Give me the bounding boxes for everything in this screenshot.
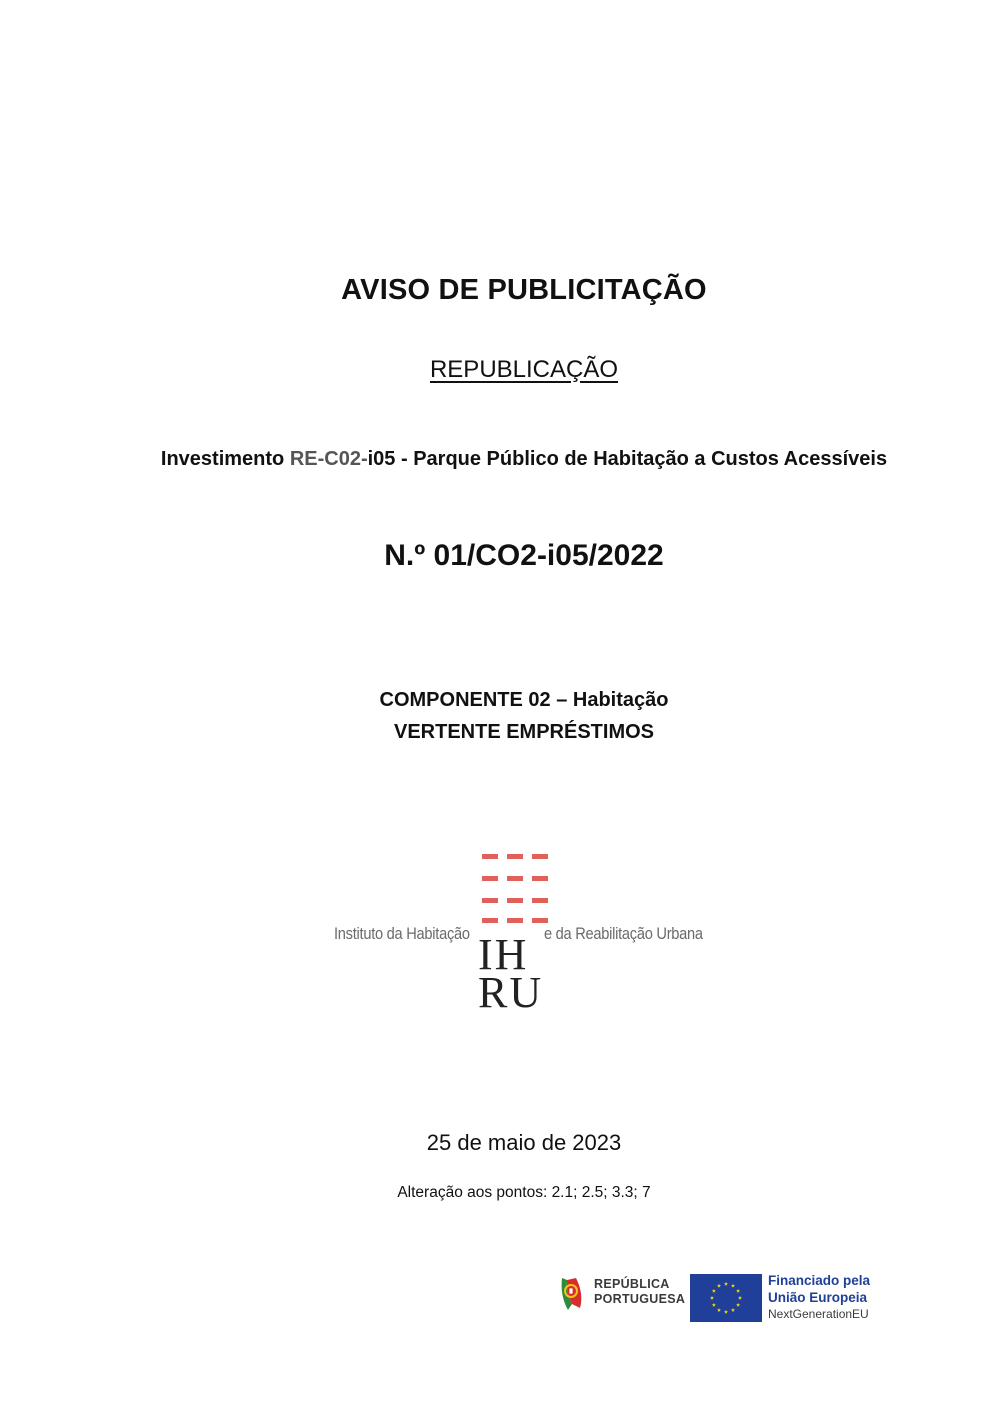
eu-funding-text bbox=[768, 1272, 908, 1323]
eu-star-icon bbox=[736, 1289, 740, 1293]
ihru-logo-letters-bottom: RU bbox=[478, 968, 544, 1017]
investment-suffix: i05 - Parque Público de Habitação a Custos Acessíveis bbox=[367, 448, 888, 470]
investment-code: RE-C02- bbox=[289, 448, 368, 470]
eu-star-icon bbox=[712, 1289, 716, 1293]
portuguese-emblem-icon bbox=[558, 1274, 588, 1314]
document-subtitle: REPUBLICAÇÃO bbox=[429, 356, 619, 383]
eu-flag-icon bbox=[690, 1274, 762, 1322]
eu-line-1: Financiado pela bbox=[768, 1273, 871, 1288]
document-title: AVISO DE PUBLICITAÇÃO bbox=[341, 274, 707, 306]
component-block bbox=[24, 684, 1000, 748]
eu-line-3: NextGenerationEU bbox=[768, 1307, 869, 1321]
investment-prefix: Investimento bbox=[160, 448, 290, 470]
eu-star-icon bbox=[717, 1308, 721, 1312]
ihru-logo-left-text: Instituto da Habitação bbox=[334, 924, 470, 943]
eu-star-icon bbox=[731, 1308, 735, 1312]
eu-star-icon bbox=[736, 1303, 740, 1307]
notice-number: N.º 01/CO2-i05/2022 bbox=[384, 539, 664, 572]
ihru-logo-right-text: e da Reabilitação Urbana bbox=[544, 924, 703, 943]
document-date: 25 de maio de 2023 bbox=[426, 1130, 622, 1155]
strand-line: VERTENTE EMPRÉSTIMOS bbox=[393, 721, 655, 743]
eu-star-icon bbox=[731, 1284, 735, 1288]
republica-line-2: PORTUGUESA bbox=[594, 1292, 686, 1306]
ihru-logo-bars bbox=[482, 854, 548, 926]
republica-portuguesa-logo bbox=[558, 1274, 688, 1318]
eu-line-2: União Europeia bbox=[768, 1290, 868, 1305]
component-line: COMPONENTE 02 – Habitação bbox=[379, 689, 669, 711]
eu-star-icon bbox=[724, 1310, 728, 1314]
amendment-note: Alteração aos pontos: 2.1; 2.5; 3.3; 7 bbox=[397, 1184, 651, 1201]
eu-star-icon bbox=[710, 1296, 714, 1300]
ihru-logo bbox=[330, 850, 720, 1035]
eu-star-icon bbox=[738, 1296, 742, 1300]
ihru-logo-letters-top: IH bbox=[478, 930, 529, 979]
eu-star-icon bbox=[717, 1284, 721, 1288]
investment-line bbox=[24, 448, 1000, 471]
republica-line-1: REPÚBLICA bbox=[594, 1277, 670, 1291]
eu-star-icon bbox=[712, 1303, 716, 1307]
ihru-logo-letters bbox=[478, 930, 558, 1017]
eu-star-icon bbox=[724, 1282, 728, 1286]
